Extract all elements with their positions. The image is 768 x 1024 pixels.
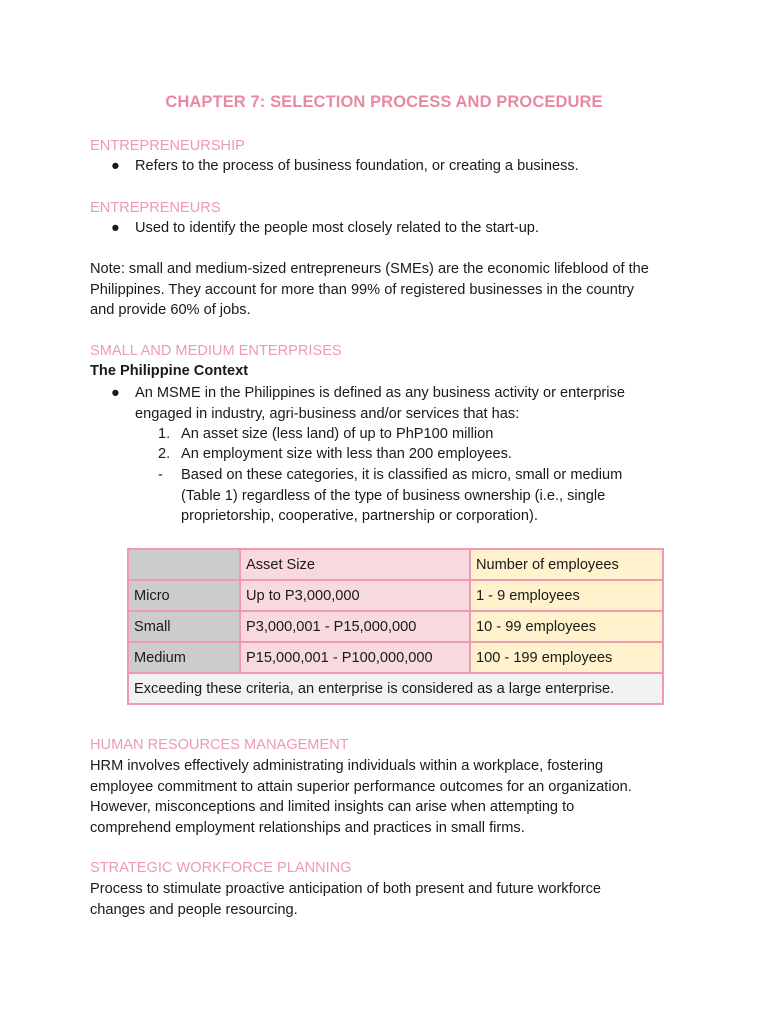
msme-definition	[135, 383, 675, 424]
swp-line: changes and people resourcing.	[90, 901, 298, 918]
table-cell: P15,000,001 - P100,000,000	[240, 642, 470, 673]
table-row	[128, 580, 663, 611]
bullet-dot-icon: ●	[111, 220, 120, 236]
table-cell: Up to P3,000,000	[240, 580, 470, 611]
hrm-line: employee commitment to attain superior performance outcomes for an organization.	[90, 778, 632, 795]
table-cell: 10 - 99 employees	[470, 611, 663, 642]
list-item: An asset size (less land) of up to PhP100 million	[181, 426, 494, 442]
note-paragraph	[90, 259, 690, 321]
table-cell: Micro	[128, 580, 240, 611]
table-cell: 100 - 199 employees	[470, 642, 663, 673]
table-footer-row	[128, 673, 663, 704]
table-cell: P3,000,001 - P15,000,000	[240, 611, 470, 642]
table-header-cell	[128, 549, 240, 580]
table-header-cell: Number of employees	[470, 549, 663, 580]
entrepreneurship-definition: Refers to the process of business foundation, or creating a business.	[135, 158, 579, 174]
page-title: CHAPTER 7: SELECTION PROCESS AND PROCEDURE	[165, 93, 603, 111]
entrepreneurs-heading: ENTREPRENEURS	[90, 200, 221, 216]
hrm-line: However, misconceptions and limited insights can arise when attempting to	[90, 799, 575, 816]
list-marker: -	[158, 467, 163, 483]
entrepreneurs-definition: Used to identify the people most closely related to the start-up.	[135, 220, 539, 236]
msme-definition-line: An MSME in the Philippines is defined as any business activity or enterprise	[135, 385, 625, 401]
table-header-cell: Asset Size	[240, 549, 470, 580]
list-item-line: Based on these categories, it is classified as micro, small or medium	[181, 467, 623, 483]
list-item-line: (Table 1) regardless of the type of business ownership (i.e., single	[181, 487, 606, 504]
bullet-dot-icon: ●	[111, 158, 120, 174]
list-item	[181, 465, 681, 527]
table-cell: Small	[128, 611, 240, 642]
table-row	[128, 642, 663, 673]
note-line: and provide 60% of jobs.	[90, 302, 251, 319]
sme-heading: SMALL AND MEDIUM ENTERPRISES	[90, 343, 342, 359]
table-cell: 1 - 9 employees	[470, 580, 663, 611]
swp-line: Process to stimulate proactive anticipation of both present and future workforce	[90, 881, 602, 897]
table-row	[128, 611, 663, 642]
list-marker: 2.	[158, 446, 171, 462]
list-marker: 1.	[158, 426, 171, 442]
table-header-row	[128, 549, 663, 580]
swp-heading: STRATEGIC WORKFORCE PLANNING	[90, 860, 352, 876]
table-cell: Medium	[128, 642, 240, 673]
note-line: Philippines. They account for more than 99% of registered businesses in the country	[90, 281, 635, 298]
hrm-line: comprehend employment relationships and practices in small firms.	[90, 820, 525, 837]
list-item-line: proprietorship, cooperative, partnership or corporation).	[181, 508, 538, 525]
bullet-dot-icon: ●	[111, 385, 120, 401]
sme-subheading: The Philippine Context	[90, 363, 249, 379]
table-footer-note: Exceeding these criteria, an enterprise is considered as a large enterprise.	[128, 673, 663, 704]
note-line: Note: small and medium-sized entrepreneurs (SMEs) are the economic lifeblood of the	[90, 261, 649, 277]
list-item: An employment size with less than 200 employees.	[181, 446, 512, 462]
swp-paragraph	[90, 879, 690, 920]
entrepreneurship-heading: ENTREPRENEURSHIP	[90, 138, 245, 154]
hrm-heading: HUMAN RESOURCES MANAGEMENT	[90, 737, 349, 753]
msme-classification-table	[127, 548, 664, 705]
hrm-line: HRM involves effectively administrating individuals within a workplace, fostering	[90, 758, 604, 774]
msme-definition-line: engaged in industry, agri-business and/or services that has:	[135, 405, 520, 422]
hrm-paragraph	[90, 756, 690, 839]
